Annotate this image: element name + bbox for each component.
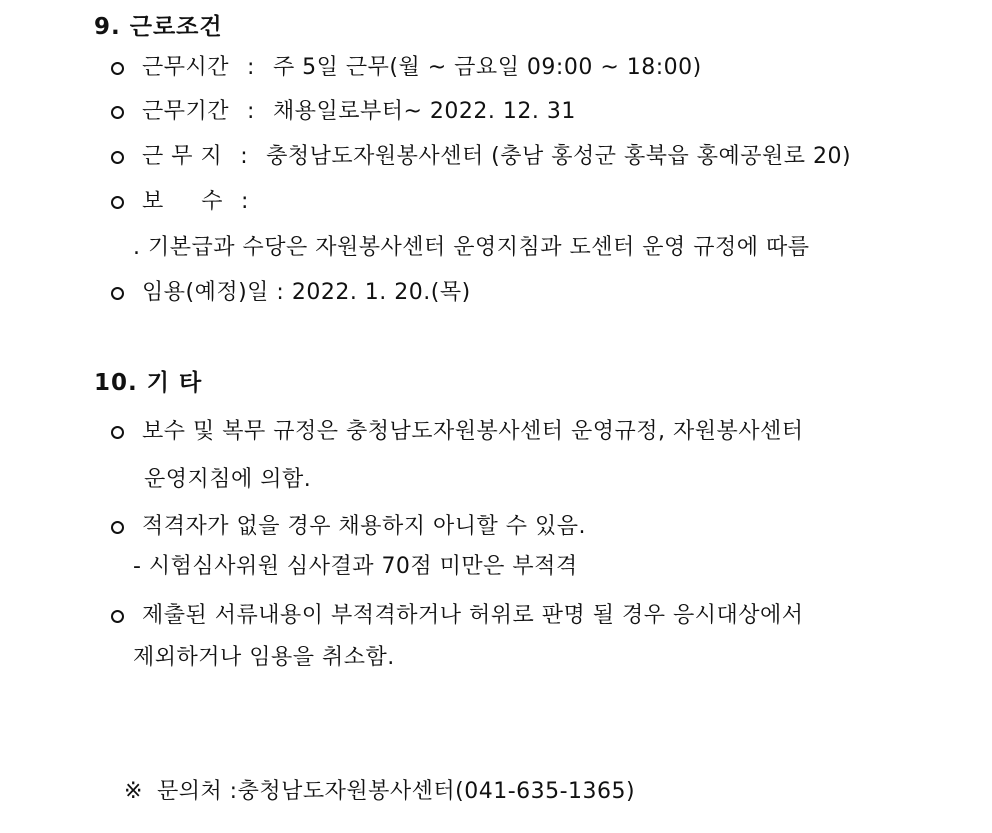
circle-bullet-icon [111, 610, 124, 623]
work-hours-label: 근무시간 [142, 55, 230, 80]
work-location-row [111, 142, 851, 172]
contact-text: 문의처 :충청남도자원봉사센터(041-635-1365) [156, 779, 636, 804]
work-period-value: 채용일로부터~ 2022. 12. 31 [272, 99, 576, 124]
circle-bullet-icon [111, 62, 124, 75]
work-hours-separator: : [247, 55, 255, 80]
work-hours-value: 주 5일 근무(월 ~ 금요일 09:00 ~ 18:00) [272, 55, 702, 80]
other-item-3-line-1: 제출된 서류내용이 부적격하거나 허위로 판명 될 경우 응시대상에서 [142, 603, 804, 628]
work-period-row [111, 97, 576, 127]
other-item-3 [111, 601, 804, 631]
other-item-1-line-2: 운영지침에 의함. [144, 467, 312, 492]
work-location-label: 근 무 지 [142, 144, 223, 169]
work-period-separator: : [247, 99, 255, 124]
contact-line [124, 777, 635, 807]
reference-mark: ※ [124, 779, 143, 804]
circle-bullet-icon [111, 106, 124, 119]
other-item-1 [111, 417, 804, 447]
other-item-2-line-1: 적격자가 없을 경우 채용하지 아니할 수 있음. [142, 514, 586, 539]
salary-row [111, 187, 267, 217]
circle-bullet-icon [111, 287, 124, 300]
work-period-label: 근무기간 [142, 99, 230, 124]
other-item-3-line-2: 제외하거나 임용을 취소함. [133, 645, 395, 670]
other-item-2 [111, 512, 586, 542]
work-hours-row [111, 53, 702, 83]
section-10-heading: 10. 기 타 [94, 370, 203, 396]
circle-bullet-icon [111, 521, 124, 534]
salary-separator: : [240, 189, 249, 214]
work-location-value: 충청남도자원봉사센터 (충남 홍성군 홍북읍 홍예공원로 20) [266, 144, 852, 169]
other-item-2-sub: - 시험심사위원 심사결과 70점 미만은 부적격 [133, 554, 578, 579]
salary-detail: . 기본급과 수당은 자원봉사센터 운영지침과 도센터 운영 규정에 따름 [133, 235, 810, 260]
section-9-heading: 9. 근로조건 [94, 14, 223, 40]
circle-bullet-icon [111, 151, 124, 164]
appointment-row [111, 278, 471, 308]
circle-bullet-icon [111, 196, 124, 209]
salary-label: 보 수 [142, 189, 223, 214]
work-location-separator: : [240, 144, 249, 169]
other-item-1-line-1: 보수 및 복무 규정은 충청남도자원봉사센터 운영규정, 자원봉사센터 [142, 419, 804, 444]
appointment-text: 임용(예정)일 : 2022. 1. 20.(목) [142, 280, 471, 305]
circle-bullet-icon [111, 426, 124, 439]
